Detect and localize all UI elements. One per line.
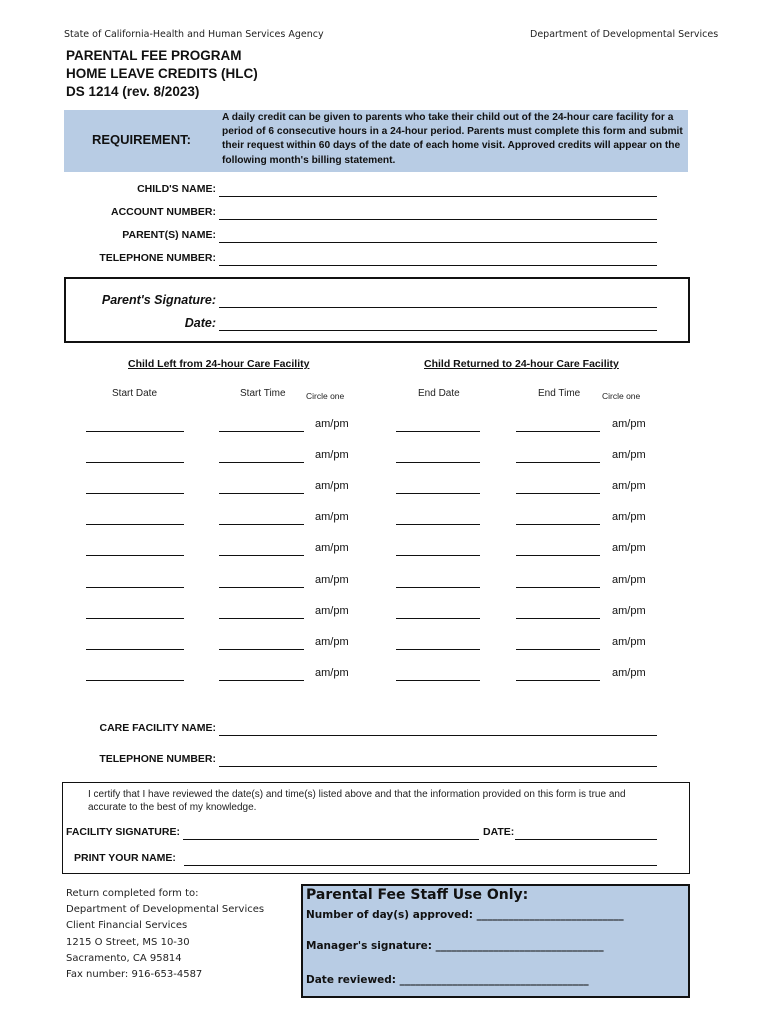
circle-one-left-header: Circle one (306, 391, 345, 401)
start-date-field[interactable] (86, 587, 184, 588)
account-number-field[interactable] (219, 219, 657, 220)
care-facility-name-label: CARE FACILITY NAME: (99, 722, 216, 734)
start-date-header: Start Date (112, 388, 158, 399)
start-date-field[interactable] (86, 493, 184, 494)
end-time-field[interactable] (516, 462, 600, 463)
facility-signature-label: FACILITY SIGNATURE: (66, 826, 180, 838)
end-time-field[interactable] (516, 680, 600, 681)
end-date-field[interactable] (396, 462, 480, 463)
child-name-label: CHILD'S NAME: (137, 183, 216, 195)
start-ampm-option[interactable]: am/pm (315, 511, 349, 524)
start-ampm-option[interactable]: am/pm (315, 480, 349, 493)
end-ampm-option[interactable]: am/pm (612, 542, 646, 555)
start-ampm-option[interactable]: am/pm (315, 542, 349, 555)
start-ampm-option[interactable]: am/pm (315, 418, 349, 430)
certification-text: I certify that I have reviewed the date(s) and time(s) listed above and that the information provided on this form is true and accurate to the best of my knowledge. (88, 789, 626, 813)
end-time-header: End Time (538, 388, 581, 399)
end-ampm-option[interactable]: am/pm (612, 604, 646, 617)
department-name: Department of Developmental Services (530, 29, 719, 40)
requirement-text: A daily credit can be given to parents who take their child out of the 24-hour care facility for a period of 6 consecutive hours in a 24-hour period. Parents must complete this form and submit their request within 60 days of the date of each home visit. Approved credits will appear on the following month's billing statement. (222, 112, 683, 166)
return-street: 1215 O Street, MS 10-30 (66, 936, 190, 948)
end-date-field[interactable] (396, 431, 480, 432)
end-time-field[interactable] (516, 618, 600, 619)
start-time-field[interactable] (219, 555, 304, 556)
end-date-field[interactable] (396, 649, 480, 650)
left-facility-heading: Child Left from 24-hour Care Facility (128, 358, 310, 370)
start-ampm-option[interactable]: am/pm (315, 449, 349, 462)
print-name-label: PRINT YOUR NAME: (74, 852, 176, 864)
telephone-field[interactable] (219, 265, 657, 266)
facility-signature-field[interactable] (183, 839, 479, 840)
parent-name-field[interactable] (219, 242, 657, 243)
end-ampm-option[interactable]: am/pm (612, 635, 646, 648)
end-time-field[interactable] (516, 555, 600, 556)
start-date-field[interactable] (86, 555, 184, 556)
facility-telephone-label: TELEPHONE NUMBER: (99, 753, 216, 765)
start-date-field[interactable] (86, 680, 184, 681)
child-name-field[interactable] (219, 196, 657, 197)
care-facility-name-field[interactable] (219, 735, 657, 736)
end-ampm-option[interactable]: am/pm (612, 418, 646, 430)
start-date-field[interactable] (86, 524, 184, 525)
start-time-field[interactable] (219, 587, 304, 588)
end-time-field[interactable] (516, 431, 600, 432)
return-address (66, 886, 264, 983)
start-ampm-option[interactable]: am/pm (315, 573, 349, 586)
facility-date-field[interactable] (515, 839, 657, 840)
agency-name: State of California-Health and Human Services Agency (64, 29, 324, 40)
facility-telephone-field[interactable] (219, 766, 657, 767)
start-time-field[interactable] (219, 431, 304, 432)
end-time-field[interactable] (516, 493, 600, 494)
print-name-field[interactable] (184, 865, 657, 866)
end-ampm-option[interactable]: am/pm (612, 511, 646, 524)
end-date-field[interactable] (396, 555, 480, 556)
return-fax: Fax number: 916-653-4587 (66, 969, 203, 981)
start-time-field[interactable] (219, 524, 304, 525)
returned-facility-heading: Child Returned to 24-hour Care Facility (424, 358, 619, 370)
start-time-field[interactable] (219, 649, 304, 650)
start-date-field[interactable] (86, 618, 184, 619)
days-approved-field[interactable]: Number of day(s) approved: ____________________________ (306, 909, 624, 921)
start-time-header: Start Time (240, 388, 286, 399)
end-date-field[interactable] (396, 618, 480, 619)
start-ampm-option[interactable]: am/pm (315, 635, 349, 648)
end-time-field[interactable] (516, 524, 600, 525)
end-ampm-option[interactable]: am/pm (612, 449, 646, 462)
parent-signature-box (64, 277, 690, 343)
return-city: Sacramento, CA 95814 (66, 952, 182, 964)
end-time-field[interactable] (516, 649, 600, 650)
end-date-field[interactable] (396, 680, 480, 681)
end-date-field[interactable] (396, 493, 480, 494)
parent-signature-field[interactable] (219, 307, 657, 308)
end-date-field[interactable] (396, 524, 480, 525)
date-reviewed-field[interactable]: Date reviewed: ____________________________________ (306, 974, 589, 986)
form-title-line2: HOME LEAVE CREDITS (HLC) (66, 66, 258, 81)
start-date-field[interactable] (86, 431, 184, 432)
parent-name-label: PARENT(S) NAME: (122, 229, 216, 241)
end-ampm-option[interactable]: am/pm (612, 573, 646, 586)
start-ampm-option[interactable]: am/pm (315, 604, 349, 617)
return-department: Department of Developmental Services (66, 904, 265, 916)
account-number-label: ACCOUNT NUMBER: (111, 206, 216, 218)
start-ampm-option[interactable]: am/pm (315, 666, 349, 679)
form-title (66, 47, 258, 101)
form-title-line1: PARENTAL FEE PROGRAM (66, 48, 242, 63)
start-time-field[interactable] (219, 462, 304, 463)
return-division: Client Financial Services (66, 920, 188, 932)
circle-one-right-header: Circle one (602, 391, 641, 401)
manager-signature-field[interactable]: Manager's signature: ________________________________ (306, 940, 604, 952)
staff-use-title: Parental Fee Staff Use Only: (306, 887, 529, 903)
end-ampm-option[interactable]: am/pm (612, 480, 646, 493)
start-date-field[interactable] (86, 649, 184, 650)
start-time-field[interactable] (219, 493, 304, 494)
parent-signature-label: Parent's Signature: (101, 293, 216, 307)
start-time-field[interactable] (219, 618, 304, 619)
facility-date-label: DATE: (483, 826, 515, 838)
start-date-field[interactable] (86, 462, 184, 463)
form-number: DS 1214 (rev. 8/2023) (66, 84, 200, 99)
telephone-label: TELEPHONE NUMBER: (99, 252, 216, 264)
end-date-field[interactable] (396, 587, 480, 588)
return-instruction: Return completed form to: (66, 888, 199, 899)
end-time-field[interactable] (516, 587, 600, 588)
requirement-label: REQUIREMENT: (92, 132, 191, 147)
end-ampm-option[interactable]: am/pm (612, 666, 646, 679)
parent-date-label: Date: (184, 316, 216, 330)
parent-date-field[interactable] (219, 330, 657, 331)
start-time-field[interactable] (219, 680, 304, 681)
end-date-header: End Date (418, 388, 460, 399)
